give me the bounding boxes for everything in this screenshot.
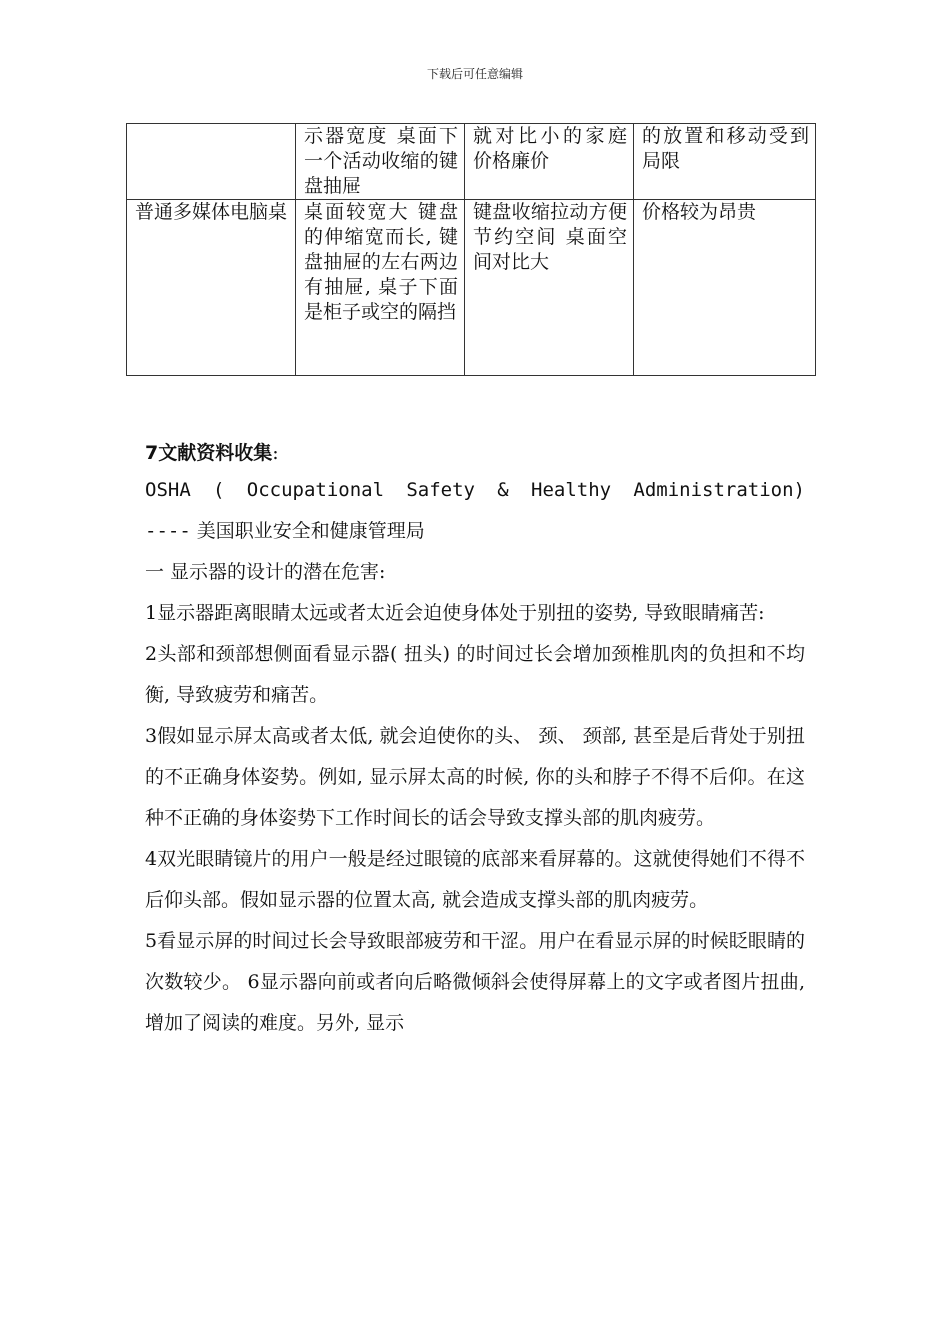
section-title: 文献资料收集: [158, 442, 273, 464]
table-row: [127, 200, 816, 376]
comparison-table: [126, 123, 816, 376]
table-cell: 价格较为昂贵: [634, 200, 816, 376]
table-cell: 就对比小的家庭 价格廉价: [465, 124, 634, 200]
section-colon: :: [272, 442, 279, 464]
table-cell: 键盘收缩拉动方便 节约空间 桌面空间对比大: [465, 200, 634, 376]
dash-prefix: ----: [145, 520, 191, 542]
paragraph: 1显示器距离眼睛太远或者太近会迫使身体处于别扭的姿势, 导致眼睛痛苦:: [145, 602, 765, 624]
table-cell: 示器宽度 桌面下一个活动收缩的键盘抽屉: [296, 124, 465, 200]
table-cell: 普通多媒体电脑桌: [127, 200, 296, 376]
osha-chinese-name: 美国职业安全和健康管理局: [190, 520, 425, 542]
table-row: [127, 124, 816, 200]
paragraph: 3假如显示屏太高或者太低, 就会迫使你的头、 颈、 颈部, 甚至是后背处于别扭的不正确身体姿势。例如, 显示屏太高的时候, 你的头和脖子不得不后仰。在这种不正确的身体姿势下工作时间长的话会导致支撑头部的肌肉疲劳。: [145, 725, 805, 829]
page-header: 下载后可任意编辑: [426, 67, 523, 81]
paragraph: 一 显示器的设计的潜在危害:: [145, 561, 386, 583]
paragraph: 2头部和颈部想侧面看显示器( 扭头) 的时间过长会增加颈椎肌肉的负担和不均衡, 导致疲劳和痛苦。: [145, 643, 805, 706]
osha-translation-line: [145, 511, 805, 552]
osha-line: OSHA ( Occupational Safety & Healthy Administration): [145, 479, 805, 501]
paragraph: 5看显示屏的时间过长会导致眼部疲劳和干涩。用户在看显示屏的时候眨眼睛的次数较少。 6显示器向前或者向后略微倾斜会使得屏幕上的文字或者图片扭曲, 增加了阅读的难度。另外, 显示: [145, 930, 805, 1034]
section-number: 7: [145, 442, 159, 464]
literature-section: [145, 436, 805, 1044]
table-cell: 的放置和移动受到局限: [634, 124, 816, 200]
section-heading: [145, 436, 805, 470]
table-cell: [127, 124, 296, 200]
paragraph: 4双光眼睛镜片的用户一般是经过眼镜的底部来看屏幕的。这就使得她们不得不后仰头部。假如显示器的位置太高, 就会造成支撑头部的肌肉疲劳。: [145, 848, 805, 911]
table-cell: 桌面较宽大 键盘的伸缩宽而长, 键盘抽屉的左右两边有抽屉, 桌子下面是柜子或空的隔挡: [296, 200, 465, 376]
